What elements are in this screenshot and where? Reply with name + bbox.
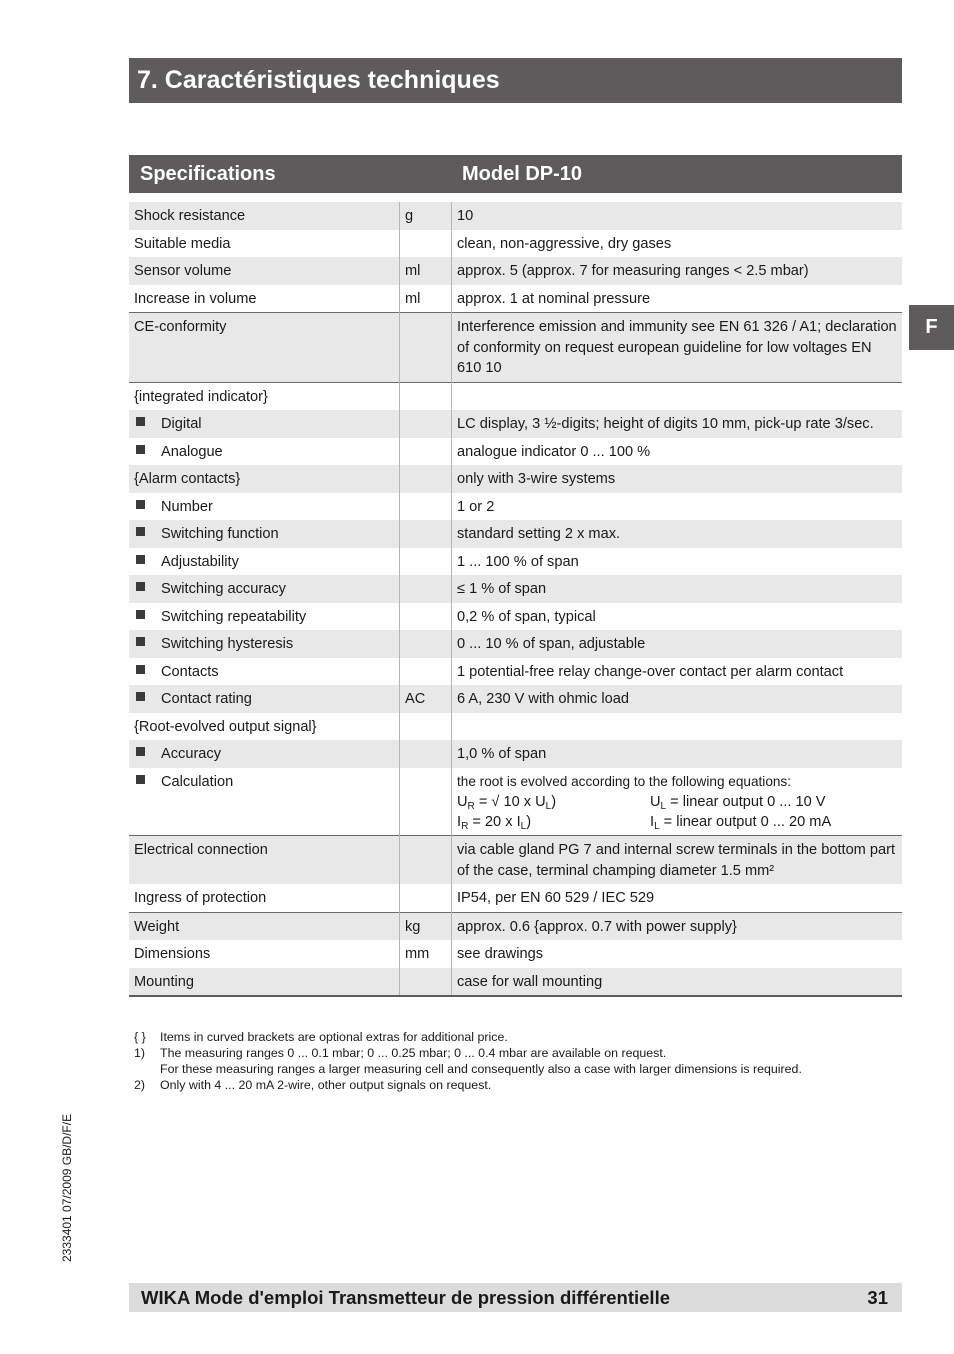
row-label: [129, 658, 400, 686]
row-label: Increase in volume: [129, 285, 400, 313]
table-row: [129, 202, 902, 230]
bullet-square-icon: [136, 500, 145, 509]
document-code: 2333401 07/2009 GB/D/F/E: [60, 1113, 74, 1262]
footer-title: WIKA Mode d'emploi Transmetteur de pression différentielle: [141, 1287, 670, 1308]
row-label-text: Accuracy: [161, 746, 222, 762]
row-label: [129, 685, 400, 713]
row-label: {Root-evolved output signal}: [129, 713, 400, 741]
bullet-square-icon: [136, 775, 145, 784]
row-label: Weight: [129, 912, 400, 940]
bullet-square-icon: [136, 637, 145, 646]
table-row: [129, 285, 902, 313]
table-row: [129, 520, 902, 548]
row-unit: [400, 768, 452, 836]
page-footer: [129, 1283, 902, 1312]
table-header: [129, 155, 902, 193]
page-title: 7. Caractéristiques techniques: [129, 58, 902, 103]
row-value: 10: [452, 202, 903, 230]
row-unit: ml: [400, 285, 452, 313]
row-label-text: Switching repeatability: [161, 608, 307, 625]
row-value: [452, 713, 903, 741]
table-row: [129, 658, 902, 686]
bullet-square-icon: [136, 582, 145, 591]
row-label-text: Calculation: [161, 773, 234, 790]
row-label: [129, 548, 400, 576]
table-row: [129, 685, 902, 713]
row-label-text: Switching accuracy: [161, 581, 286, 597]
table-row: [129, 968, 902, 997]
row-label-text: Contact rating: [161, 691, 252, 707]
row-value: [452, 382, 903, 410]
row-value: case for wall mounting: [452, 968, 903, 997]
row-label-text: Analogue: [161, 443, 223, 460]
row-label: {integrated indicator}: [129, 382, 400, 410]
row-value: 1 or 2: [457, 498, 495, 515]
row-value: only with 3-wire systems: [452, 465, 903, 493]
row-value: approx. 5 (approx. 7 for measuring ranges < 2.5 mbar): [452, 257, 903, 285]
row-label: Ingress of protection: [129, 884, 400, 912]
table-row: [129, 382, 902, 410]
footnotes: [134, 1029, 802, 1093]
row-label: [129, 520, 400, 548]
row-value: approx. 0.6 {approx. 0.7 with power supply}: [452, 912, 903, 940]
row-label: [129, 438, 400, 466]
row-label: {Alarm contacts}: [129, 465, 400, 493]
row-label: Shock resistance: [129, 202, 400, 230]
footnote: For these measuring ranges a larger measuring cell and consequently also a case with larger dimensions is required.: [160, 1062, 802, 1076]
row-value: IP54, per EN 60 529 / IEC 529: [457, 890, 655, 906]
bullet-square-icon: [136, 665, 145, 674]
row-label-text: Digital: [161, 416, 202, 432]
row-label: Electrical connection: [129, 836, 400, 885]
row-unit: ml: [400, 257, 452, 285]
equation-line: [457, 812, 898, 832]
bullet-square-icon: [136, 417, 145, 426]
footnote: 1) The measuring ranges 0 ... 0.1 mbar; 0 ... 0.25 mbar; 0 ... 0.4 mbar are available on request.: [134, 1046, 667, 1060]
row-label-text: Switching hysteresis: [161, 636, 294, 652]
table-row: [129, 713, 902, 741]
header-specifications: Specifications: [140, 163, 276, 185]
row-label: Mounting: [129, 968, 400, 997]
row-value: see drawings: [457, 946, 543, 962]
row-unit: [400, 465, 452, 493]
row-label: [129, 575, 400, 603]
header-model: Model DP-10: [462, 163, 583, 185]
row-label-text: Adjustability: [161, 553, 239, 570]
table-row: [129, 313, 902, 383]
row-label: [129, 410, 400, 438]
footnote: 2) Only with 4 ... 20 mA 2-wire, other output signals on request.: [134, 1078, 492, 1092]
equation-ur: $U_R$ = √ 10 x $U_L$): [457, 794, 557, 812]
row-label: [129, 493, 400, 521]
table-row: [129, 575, 902, 603]
row-unit: [400, 493, 452, 521]
table-row: [129, 465, 902, 493]
row-value: 1,0 % of span: [452, 740, 903, 768]
row-label: [129, 630, 400, 658]
row-label: [129, 740, 400, 768]
table-row: [129, 257, 902, 285]
row-unit: [400, 313, 452, 383]
row-label-text: Switching function: [161, 526, 279, 542]
row-unit: [400, 438, 452, 466]
row-value: 1 ... 100 % of span: [457, 553, 579, 570]
row-value: 0,2 % of span, typical: [457, 608, 596, 625]
row-unit: [400, 630, 452, 658]
language-tab: F: [909, 305, 954, 350]
row-label-text: Contacts: [161, 663, 219, 680]
row-value: 1 potential-free relay change-over contact per alarm contact: [457, 663, 844, 680]
row-unit: [400, 230, 452, 258]
row-value: 0 ... 10 % of span, adjustable: [452, 630, 903, 658]
row-label-text: Number: [161, 498, 213, 515]
row-unit: kg: [400, 912, 452, 940]
equation-line: [457, 792, 898, 812]
bullet-square-icon: [136, 692, 145, 701]
row-unit: [400, 520, 452, 548]
row-label: CE-conformity: [129, 313, 400, 383]
bullet-square-icon: [136, 555, 145, 564]
row-value: standard setting 2 x max.: [452, 520, 903, 548]
row-label: [129, 603, 400, 631]
row-unit: [400, 968, 452, 997]
row-value: 6 A, 230 V with ohmic load: [452, 685, 903, 713]
table-row: [129, 230, 902, 258]
row-unit: [400, 603, 452, 631]
row-value: approx. 1 at nominal pressure: [457, 290, 651, 307]
calculation-intro: the root is evolved according to the following equations:: [457, 773, 792, 789]
row-unit: [400, 575, 452, 603]
row-unit: [400, 713, 452, 741]
bullet-square-icon: [136, 747, 145, 756]
row-unit: AC: [400, 685, 452, 713]
row-unit: [400, 548, 452, 576]
row-value: [452, 768, 903, 836]
bullet-square-icon: [136, 445, 145, 454]
table-row: [129, 438, 902, 466]
table-row: [129, 493, 902, 521]
footnote: { } Items in curved brackets are optional extras for additional price.: [134, 1030, 508, 1044]
bullet-square-icon: [136, 610, 145, 619]
row-label: Dimensions: [129, 940, 400, 968]
row-value: Interference emission and immunity see EN 61 326 / A1; declaration of conformity on request european guideline for low voltages EN 610 10: [452, 313, 903, 383]
row-unit: [400, 410, 452, 438]
table-row: [129, 548, 902, 576]
table-row: [129, 630, 902, 658]
table-row: [129, 410, 902, 438]
row-label: Suitable media: [129, 230, 400, 258]
table-row: [129, 836, 902, 885]
row-unit: [400, 658, 452, 686]
specifications-table: [129, 202, 902, 997]
table-row: [129, 912, 902, 940]
row-label: Sensor volume: [129, 257, 400, 285]
row-value: clean, non-aggressive, dry gases: [457, 235, 672, 252]
row-unit: [400, 740, 452, 768]
equation-il: $I_L$ = linear output 0 ... 20 mA: [650, 814, 832, 832]
row-value: ≤ 1 % of span: [452, 575, 903, 603]
row-label: [129, 768, 400, 836]
row-unit: mm: [400, 940, 452, 968]
table-row: [129, 603, 902, 631]
equation-ir: $I_R = 20$ x $I_L$): [457, 814, 532, 832]
table-row: [129, 940, 902, 968]
row-value: LC display, 3 ½-digits; height of digits 10 mm, pick-up rate 3/sec.: [452, 410, 903, 438]
equation-ul: $U_L$ = linear output 0 ... 10 V: [650, 794, 826, 812]
row-value: analogue indicator 0 ... 100 %: [457, 443, 651, 460]
table-row: [129, 768, 902, 836]
row-unit: g: [400, 202, 452, 230]
row-unit: [400, 836, 452, 885]
table-row: [129, 740, 902, 768]
row-unit: [400, 382, 452, 410]
row-unit: [400, 884, 452, 912]
table-row: [129, 884, 902, 912]
bullet-square-icon: [136, 527, 145, 536]
row-value: via cable gland PG 7 and internal screw terminals in the bottom part of the case, terminal champing diameter 1.5 mm²: [452, 836, 903, 885]
page-number: 31: [867, 1287, 888, 1308]
